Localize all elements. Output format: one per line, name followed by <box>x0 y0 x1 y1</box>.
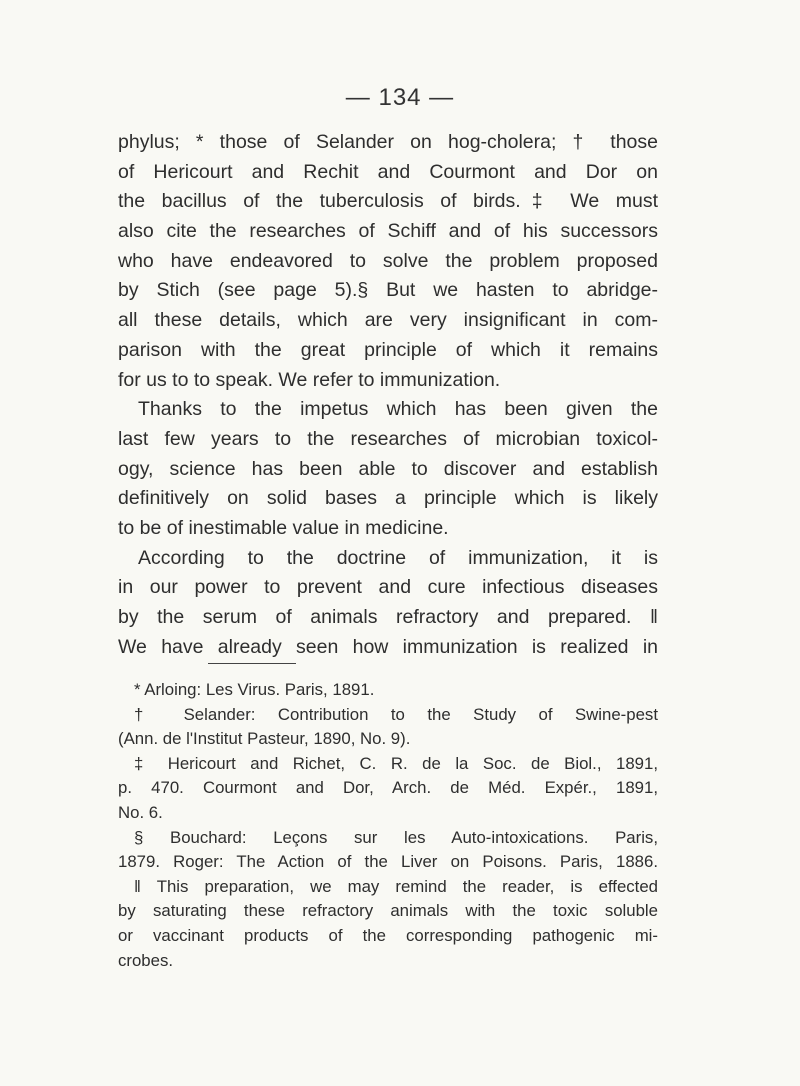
text-line: of Hericourt and Rechit and Courmont and Dor on <box>118 160 658 183</box>
footnote-line: † Selander: Contribution to the Study of Swine-pest <box>134 704 658 724</box>
text-line: ogy, science has been able to discover and establish <box>118 457 658 480</box>
text-line: definitively on solid bases a principle which is likely <box>118 487 658 510</box>
footnote-line: No. 6. <box>118 802 163 822</box>
text-line: According to the doctrine of immunization, it is <box>138 546 658 569</box>
text-line: phylus; * those of Selander on hog-cholera; † those <box>118 131 658 153</box>
footnote-line: or vaccinant products of the corresponding pathogenic mi- <box>118 925 658 945</box>
footnote-line: § Bouchard: Leçons sur les Auto-intoxications. Paris, <box>134 827 658 847</box>
text-line: all these details, which are very insignificant in com- <box>118 309 658 332</box>
footnote-line: ‡ Hericourt and Richet, C. R. de la Soc. de Biol., 1891, <box>134 753 658 773</box>
text-line: also cite the researches of Schiff and of his successors <box>118 220 658 243</box>
text-line: in our power to prevent and cure infectious diseases <box>118 576 658 599</box>
page-number: — 134 — <box>345 84 455 111</box>
footnotes <box>118 678 658 973</box>
text-line: parison with the great principle of which it remains <box>118 338 658 361</box>
text-line: by the serum of animals refractory and prepared. ‖ <box>118 606 658 628</box>
text-line: by Stich (see page 5).§ But we hasten to abridge- <box>118 279 658 302</box>
footnote-line: (Ann. de l'Institut Pasteur, 1890, No. 9). <box>118 729 411 749</box>
main-text <box>118 128 658 662</box>
text-line: Thanks to the impetus which has been given the <box>138 398 658 421</box>
footnote-line: 1879. Roger: The Action of the Liver on Poisons. Paris, 1886. <box>118 852 658 872</box>
text-line: who have endeavored to solve the problem proposed <box>118 249 658 272</box>
footnote-line: crobes. <box>118 950 174 970</box>
footnote-line: ‖ This preparation, we may remind the reader, is effected <box>134 876 658 896</box>
text-line: We have already seen how immunization is realized in <box>118 635 658 658</box>
text-line: last few years to the researches of microbian toxicol- <box>118 427 658 450</box>
text-line: for us to to speak. We refer to immunization. <box>118 368 501 391</box>
footnote-line: * Arloing: Les Virus. Paris, 1891. <box>134 680 375 699</box>
text-line: to be of inestimable value in medicine. <box>118 516 449 539</box>
footnote-line: by saturating these refractory animals with the toxic soluble <box>118 901 658 921</box>
text-line: the bacillus of the tuberculosis of birds.‡ We must <box>118 190 658 213</box>
footnote-divider <box>208 663 296 664</box>
footnote-line: p. 470. Courmont and Dor, Arch. de Méd. Expér., 1891, <box>118 778 658 798</box>
